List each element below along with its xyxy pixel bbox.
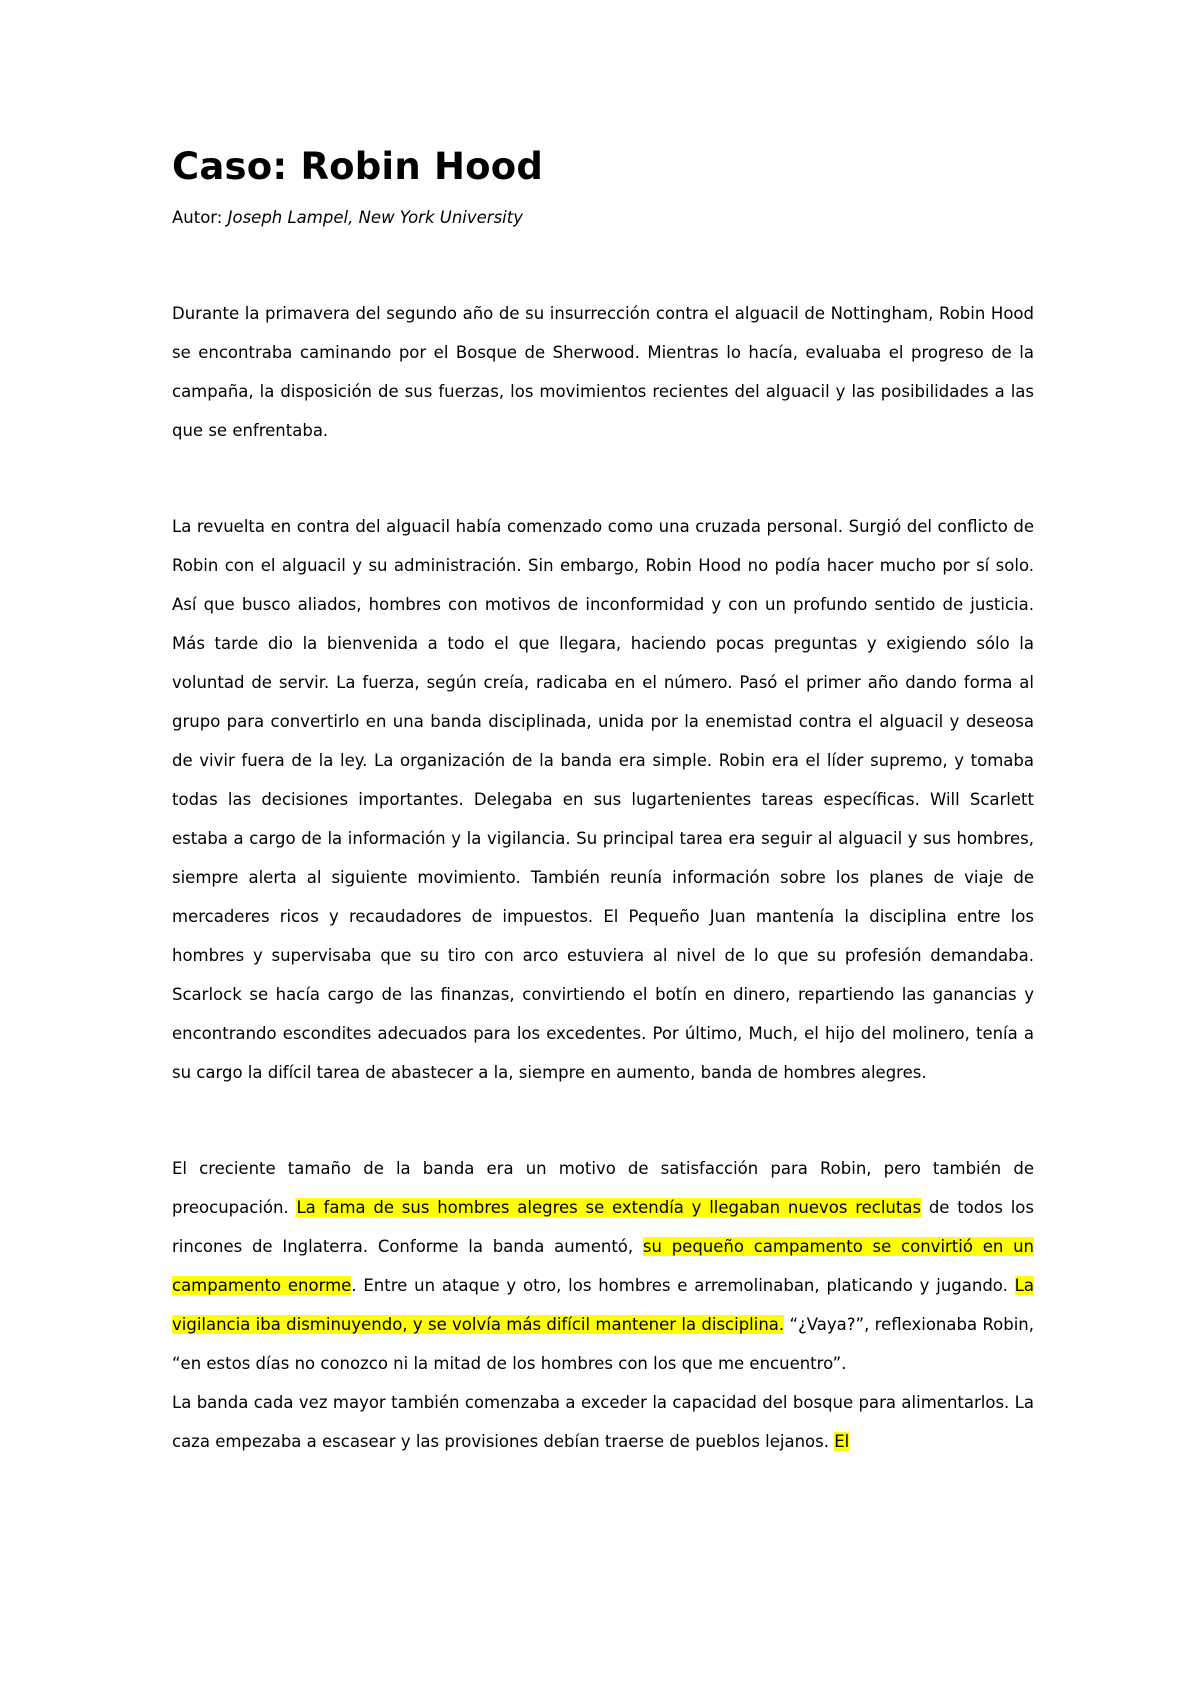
paragraph-text: de todos los rincones de Inglaterra. Conforme la banda aumentó, — [172, 1198, 1034, 1256]
highlighted-text: La vigilancia iba disminuyendo, y se volvía más difícil mantener la disciplina. — [172, 1276, 1034, 1334]
document-title: Caso: Robin Hood — [172, 145, 544, 188]
highlighted-text: su pequeño campamento se convirtió en un campamento enorme — [172, 1237, 1034, 1295]
author-label: Autor: — [172, 208, 228, 227]
paragraph — [172, 507, 1034, 1092]
paragraph-text: Durante la primavera del segundo año de su insurrección contra el alguacil de Nottingham, Robin Hood se encontraba caminando por el Bosque de Sherwood. Mientras lo hacía, evaluaba el progreso de la campaña, la disposición de sus fuerzas, los movimientos recientes del alguacil y las posibilidades a las que se enfrentaba. — [172, 304, 1034, 440]
paragraph — [172, 1383, 1034, 1461]
paragraph-text: La revuelta en contra del alguacil había comenzado como una cruzada personal. Surgió del conflicto de Robin con el alguacil y su administración. Sin embargo, Robin Hood no podía hacer mucho por sí solo. Así que busco aliados, hombres con motivos de inconformidad y con un profundo sentido de justicia. Más tarde dio la bienvenida a todo el que llegara, haciendo pocas preguntas y exigiendo sólo la voluntad de servir. La fuerza, según creía, radicaba en el número. Pasó el primer año dando forma al grupo para convertirlo en una banda disciplinada, unida por la enemistad contra el alguacil y deseosa de vivir fuera de la ley. La organización de la banda era simple. Robin era el líder supremo, y tomaba todas las decisiones importantes. Delegaba en sus lugartenientes tareas específicas. Will Scarlett estaba a cargo de la información y la vigilancia. Su principal tarea era seguir al alguacil y sus hombres, siempre alerta al siguiente movimiento. También reunía información sobre los planes de viaje de mercaderes ricos y recaudadores de impuestos. El Pequeño Juan mantenía la disciplina entre los hombres y supervisaba que su tiro con arco estuviera al nivel de lo que su profesión demandaba. Scarlock se hacía cargo de las finanzas, convirtiendo el botín en dinero, repartiendo las ganancias y encontrando escondites adecuados para los excedentes. Por último, Much, el hijo del molinero, tenía a su cargo la difícil tarea de abastecer a la, siempre en aumento, banda de hombres alegres. — [172, 517, 1034, 1082]
highlighted-text: El — [834, 1432, 850, 1451]
paragraph-text: “¿Vaya?”, reflexionaba Robin, “en estos días no conozco ni la mitad de los hombres con los que me encuentro”. — [172, 1315, 1034, 1373]
paragraph-text: La banda cada vez mayor también comenzaba a exceder la capacidad del bosque para alimentarlos. La caza empezaba a escasear y las provisiones debían traerse de pueblos lejanos. — [172, 1393, 1034, 1451]
document-page — [172, 138, 1034, 1461]
author-name: Joseph Lampel, New York University — [227, 208, 523, 227]
paragraph-text: El creciente tamaño de la banda era un motivo de satisfacción para Robin, pero también de preocupación. — [172, 1159, 1034, 1217]
paragraph — [172, 294, 1034, 450]
author-line — [172, 204, 1034, 232]
paragraph-text: . Entre un ataque y otro, los hombres e arremolinaban, platicando y jugando. — [351, 1276, 1015, 1295]
paragraph — [172, 1149, 1034, 1383]
highlighted-text: La fama de sus hombres alegres se extendía y llegaban nuevos reclutas — [296, 1198, 922, 1217]
